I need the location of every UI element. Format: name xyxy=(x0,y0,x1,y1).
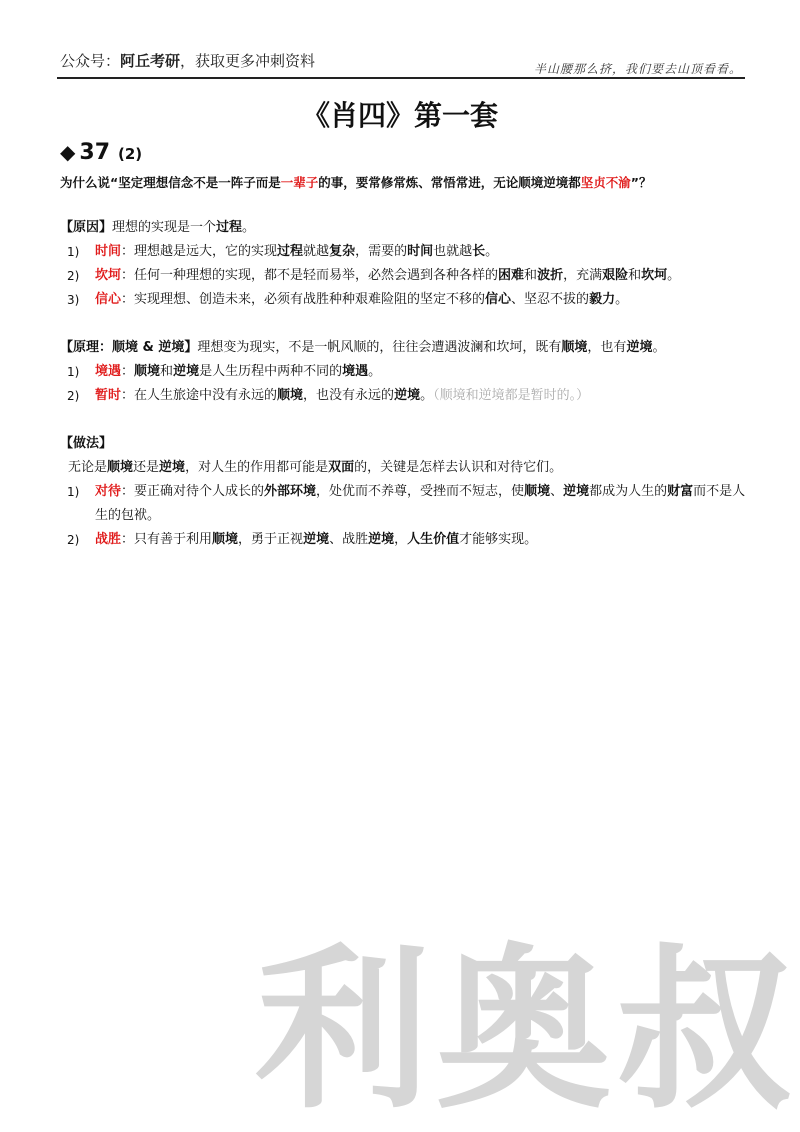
diamond-icon: ◆ xyxy=(60,140,76,164)
watermark: 利奥叔 xyxy=(255,930,798,1132)
reason-heading-line: 【原因】理想的实现是一个过程。 xyxy=(60,220,256,235)
question-heading xyxy=(60,140,142,165)
question-number: 37 xyxy=(79,140,111,165)
note-text: （顺境和逆境都是暂时的。） xyxy=(433,388,590,403)
list-item: 3) 信心：实现理想、创造未来，必须有战胜种种艰难险阻的坚定不移的信心、坚忍不拔的毅力。 xyxy=(67,292,629,307)
list-item: 2) 坎坷：任何一种理想的实现，都不是轻而易举，必然会遇到各种各样的困难和波折，充满艰险和坎坷。 xyxy=(67,268,681,283)
list-item: 1) 境遇：顺境和逆境是人生历程中两种不同的境遇。 xyxy=(67,364,382,379)
question-subpart: (2) xyxy=(118,145,143,163)
list-item: 1) 对待：要正确对待个人成长的外部环境，处优而不养尊，受挫而不短志，使顺境、逆境都成为人生的财富而不是人生的包袱。 xyxy=(67,484,746,523)
list-item: 2) 战胜：只有善于利用顺境，勇于正视逆境、战胜逆境，人生价值才能够实现。 xyxy=(67,532,538,547)
header-motto: 半山腰那么挤，我们要去山顶看看。 xyxy=(533,62,742,76)
answer-content xyxy=(60,216,750,576)
question-text: 为什么说“坚定理想信念不是一阵子而是一辈子的事，要常修常炼、常悟常进，无论顺境逆境都坚贞不渝”？ xyxy=(60,175,652,190)
list-item: 1) 时间：理想越是远大，它的实现过程就越复杂，需要的时间也就越长。 xyxy=(67,244,499,259)
principle-heading-line: 【原理：顺境 & 逆境】理想变为现实，不是一帆风顺的，往往会遭遇波澜和坎坷，既有顺境，也有逆境。 xyxy=(60,340,666,355)
method-section xyxy=(60,432,750,552)
principle-section xyxy=(60,336,750,408)
method-intro: 无论是顺境还是逆境，对人生的作用都可能是双面的，关键是怎样去认识和对待它们。 xyxy=(68,460,563,475)
brand-name: 阿丘考研 xyxy=(120,52,181,70)
page-header xyxy=(0,0,800,80)
page-title: 《肖四》第一套 xyxy=(301,99,498,132)
list-item: 2) 暂时：在人生旅途中没有永远的顺境，也没有永远的逆境。（顺境和逆境都是暂时的。） xyxy=(67,388,590,403)
header-divider xyxy=(57,77,745,79)
method-heading-line: 【做法】 xyxy=(60,436,113,451)
reason-section xyxy=(60,216,750,312)
header-promo: 公众号：阿丘考研，获取更多冲刺资料 xyxy=(60,52,316,70)
